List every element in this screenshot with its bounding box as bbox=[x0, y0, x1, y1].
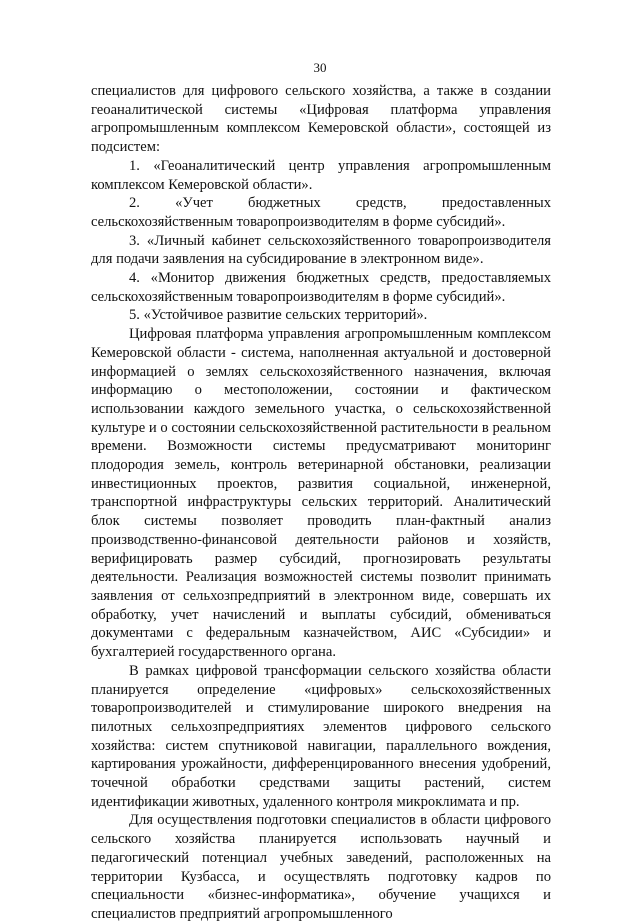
page-number: 30 bbox=[313, 60, 327, 75]
document-body bbox=[91, 82, 551, 924]
list-item-subsystem-5: 5. «Устойчивое развитие сельских территорий». bbox=[129, 307, 428, 324]
list-item-subsystem-3: 3. «Личный кабинет сельскохозяйственного товаропроизводителя для подачи заявления на субсидирование в электронном виде». bbox=[91, 232, 551, 268]
list-item-subsystem-4: 4. «Монитор движения бюджетных средств, предоставляемых сельскохозяйственным товаропроизводителям в форме субсидий». bbox=[91, 270, 551, 305]
paragraph-digital-transformation: В рамках цифровой трансформации сельского хозяйства области планируется определение «цифровых» сельскохозяйственных товаропроизводителей и стимулирование широкого внедрения на пилотных сельхозпредприятиях элементов цифрового сельского хозяйства: систем спутниковой навигации, параллельного вождения, картирования урожайности, дифференцированного внесения удобрений, точечной обработки средствами защиты растений, систем идентификации животных, удаленного контроля микроклимата и пр. bbox=[91, 662, 551, 810]
paragraph-specialist-training: Для осуществления подготовки специалистов в области цифрового сельского хозяйства планируется использовать научный и педагогический потенциал учебных заведений, расположенных на территории Кузбасса, и осуществлять подготовку кадров по специальности «бизнес-информатика», обучение учащихся и специалистов предприятий агропромышленного bbox=[91, 812, 551, 922]
paragraph-intro: специалистов для цифрового сельского хозяйства, а также в создании геоаналитической системы «Цифровая платформа управления агропромышленным комплексом Кемеровской области», состоящей из подсистем: bbox=[91, 83, 551, 156]
paragraph-platform-description: Цифровая платформа управления агропромышленным комплексом Кемеровской области - система, наполненная актуальной и достоверной информацией о землях сельскохозяйственного назначения, включая информацию о местоположении, состоянии и фактическом использовании каждого земельного участка, о сельскохозяйственной культуре и о состоянии сельскохозяйственной растительности в реальном времени. Возможности системы предусматривают мониторинг плодородия земель, контроль ветеринарной обстановки, реализации инвестиционных проектов, развития социальной, инженерной, транспортной инфраструктуры сельских территорий. Аналитический блок системы позволяет проводить план-фактный анализ производственно-финансовой деятельности районов и хозяйств, верифицировать размер субсидий, прогнозировать результаты деятельности. Реализация возможностей системы позволит принимать заявления от сельхозпредприятий в электронном виде, совершать их обработку, учет начислений и выплаты субсидий, обмениваться документами с федеральным казначейством, АИС «Субсидии» и бухгалтерией государственного органа. bbox=[91, 326, 551, 661]
list-item-subsystem-2: 2. «Учет бюджетных средств, предоставленных сельскохозяйственным товаропроизводителям в форме субсидий». bbox=[91, 195, 551, 230]
list-item-subsystem-1: 1. «Геоаналитический центр управления агропромышленным комплексом Кемеровской области». bbox=[91, 157, 551, 193]
